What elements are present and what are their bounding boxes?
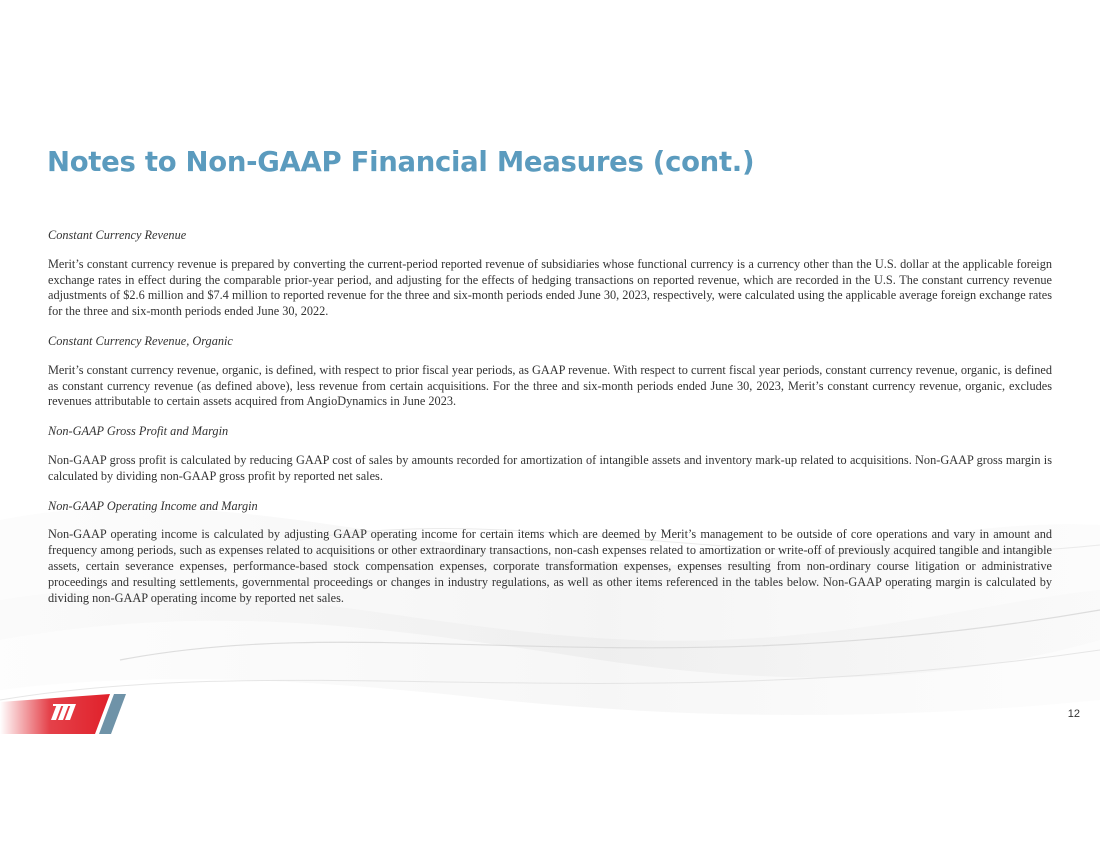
section-heading-constant-currency-revenue-organic: Constant Currency Revenue, Organic — [48, 333, 233, 348]
page-title: Notes to Non-GAAP Financial Measures (cont.) — [47, 146, 755, 178]
section-heading-non-gaap-operating-income: Non-GAAP Operating Income and Margin — [48, 498, 258, 513]
page-number: 12 — [1067, 708, 1080, 720]
section-paragraph-non-gaap-gross-profit: Non-GAAP gross profit is calculated by reducing GAAP cost of sales by amounts recorded for amortization of intangible assets and inventory mark-up related to acquisitions. Non-GAAP gross margin is calculated by dividing non-GAAP gross profit by reported net sales. — [48, 452, 1052, 483]
section-paragraph-constant-currency-revenue: Merit’s constant currency revenue is prepared by converting the current-period reported revenue of subsidiaries whose functional currency is a currency other than the U.S. dollar at the applicable foreign exchange rates in effect during the comparable prior-year period, and adjusting for the effects of hedging transactions on reported revenue, which are recorded in the U.S. The constant currency revenue adjustments of $2.6 million and $7.4 million to reported revenue for the three and six-month periods ended June 30, 2023, respectively, were calculated using the applicable average foreign exchange rates for the three and six-month periods ended June 30, 2022. — [48, 256, 1052, 319]
notes-body — [48, 228, 1052, 620]
merit-logo-icon — [51, 702, 77, 722]
section-paragraph-constant-currency-revenue-organic: Merit’s constant currency revenue, organic, is defined, with respect to prior fiscal year periods, as GAAP revenue. With respect to current fiscal year periods, constant currency revenue, organic, is defined as constant currency revenue (as defined above), less revenue from certain acquisitions. For the three and six-month periods ended June 30, 2023, Merit’s constant currency revenue, organic, excludes revenues attributable to certain assets acquired from AngioDynamics in June 2023. — [48, 362, 1052, 409]
section-paragraph-non-gaap-operating-income: Non-GAAP operating income is calculated by adjusting GAAP operating income for certain items which are deemed by Merit’s management to be outside of core operations and vary in amount and frequency among periods, such as expenses related to acquisitions or other extraordinary transactions, non-cash expenses related to amortization or write-off of previously acquired tangible and intangible assets, certain severance expenses, performance-based stock compensation expenses, corporate transformation expenses, expenses resulting from non-ordinary course litigation or administrative proceedings and resulting settlements, governmental proceedings or changes in industry regulations, as well as other items referenced in the tables below. Non-GAAP operating margin is calculated by dividing non-GAAP operating income by reported net sales. — [48, 527, 1052, 605]
section-heading-non-gaap-gross-profit: Non-GAAP Gross Profit and Margin — [48, 424, 229, 439]
section-heading-constant-currency-revenue: Constant Currency Revenue — [48, 228, 187, 242]
